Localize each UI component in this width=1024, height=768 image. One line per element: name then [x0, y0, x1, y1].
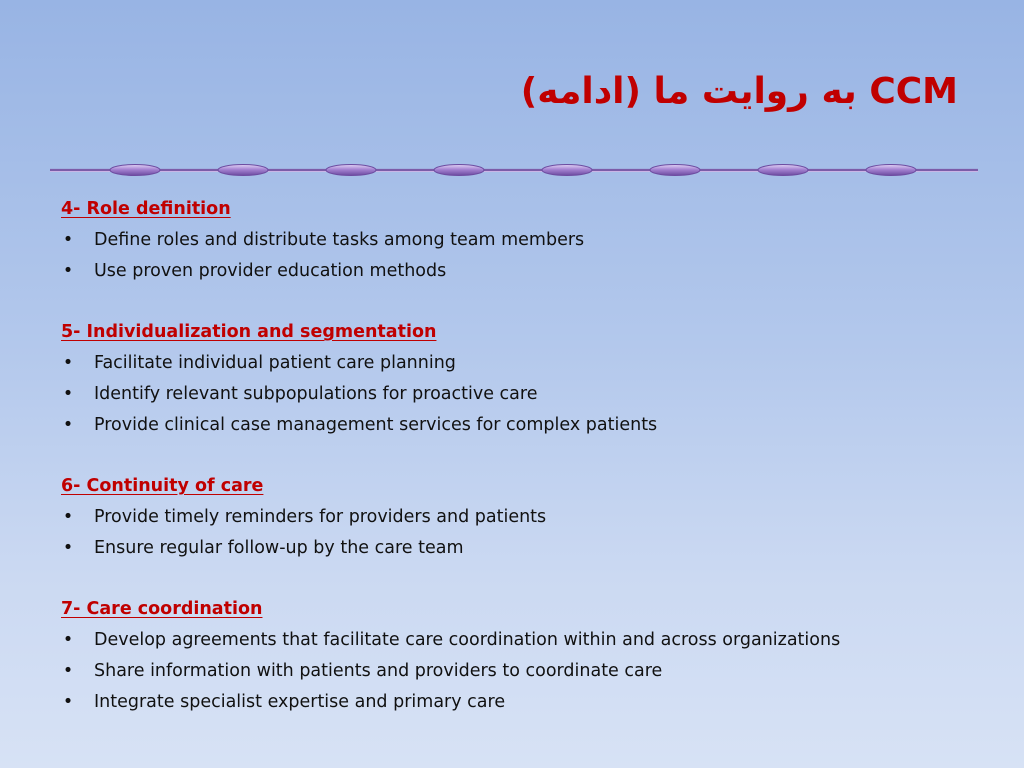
section-heading: 7- Care coordination	[61, 599, 263, 620]
divider-bead	[866, 165, 916, 176]
bullet-marker: •	[62, 660, 74, 681]
bullet-text: Develop agreements that facilitate care coordination within and across organizations	[94, 630, 841, 651]
bullet-text: Share information with patients and providers to coordinate care	[94, 660, 663, 681]
bullet-marker: •	[62, 414, 74, 435]
bullet-item	[61, 225, 961, 256]
divider-bead	[650, 165, 700, 176]
slide-title: CCM به روایت ما (ادامه)	[520, 71, 958, 112]
bullet-marker: •	[62, 691, 74, 712]
bullet-list	[61, 225, 961, 287]
bullet-text: Define roles and distribute tasks among team members	[94, 229, 585, 250]
bullet-text: Use proven provider education methods	[94, 260, 447, 281]
bullet-marker: •	[62, 229, 74, 250]
title-divider	[50, 158, 978, 182]
bullet-marker: •	[62, 630, 74, 651]
section-heading: 5- Individualization and segmentation	[61, 322, 437, 343]
bullet-item	[61, 256, 961, 287]
bullet-marker: •	[62, 352, 74, 373]
divider-bead	[434, 165, 484, 176]
divider-bead	[758, 165, 808, 176]
divider-bead	[326, 165, 376, 176]
bullet-list	[61, 625, 961, 717]
bullet-item	[61, 379, 961, 410]
bullet-text: Integrate specialist expertise and primary care	[94, 691, 506, 712]
bullet-marker: •	[62, 537, 74, 558]
bullet-item	[61, 502, 961, 533]
section-role-definition	[61, 194, 961, 286]
bullet-item	[61, 410, 961, 441]
bullet-marker: •	[62, 260, 74, 281]
bullet-text: Identify relevant subpopulations for proactive care	[94, 383, 538, 404]
section-individualization	[61, 317, 961, 440]
bullet-text: Provide timely reminders for providers and patients	[94, 506, 547, 527]
bullet-item	[61, 687, 961, 718]
bullet-item	[61, 625, 961, 656]
divider-bead	[110, 165, 160, 176]
bullet-text: Provide clinical case management services for complex patients	[94, 414, 658, 435]
divider-bead	[218, 165, 268, 176]
bullet-item	[61, 533, 961, 564]
bullet-list	[61, 502, 961, 564]
bullet-marker: •	[62, 383, 74, 404]
bullet-marker: •	[62, 506, 74, 527]
section-care-coordination	[61, 594, 961, 717]
bullet-list	[61, 348, 961, 440]
bullet-text: Ensure regular follow-up by the care team	[94, 537, 464, 558]
bullet-item	[61, 656, 961, 687]
divider-bead	[542, 165, 592, 176]
slide-content	[61, 194, 961, 718]
section-heading: 6- Continuity of care	[61, 476, 264, 497]
section-continuity-of-care	[61, 471, 961, 563]
bullet-item	[61, 348, 961, 379]
section-heading: 4- Role definition	[61, 199, 231, 219]
bullet-text: Facilitate individual patient care planning	[94, 352, 456, 373]
